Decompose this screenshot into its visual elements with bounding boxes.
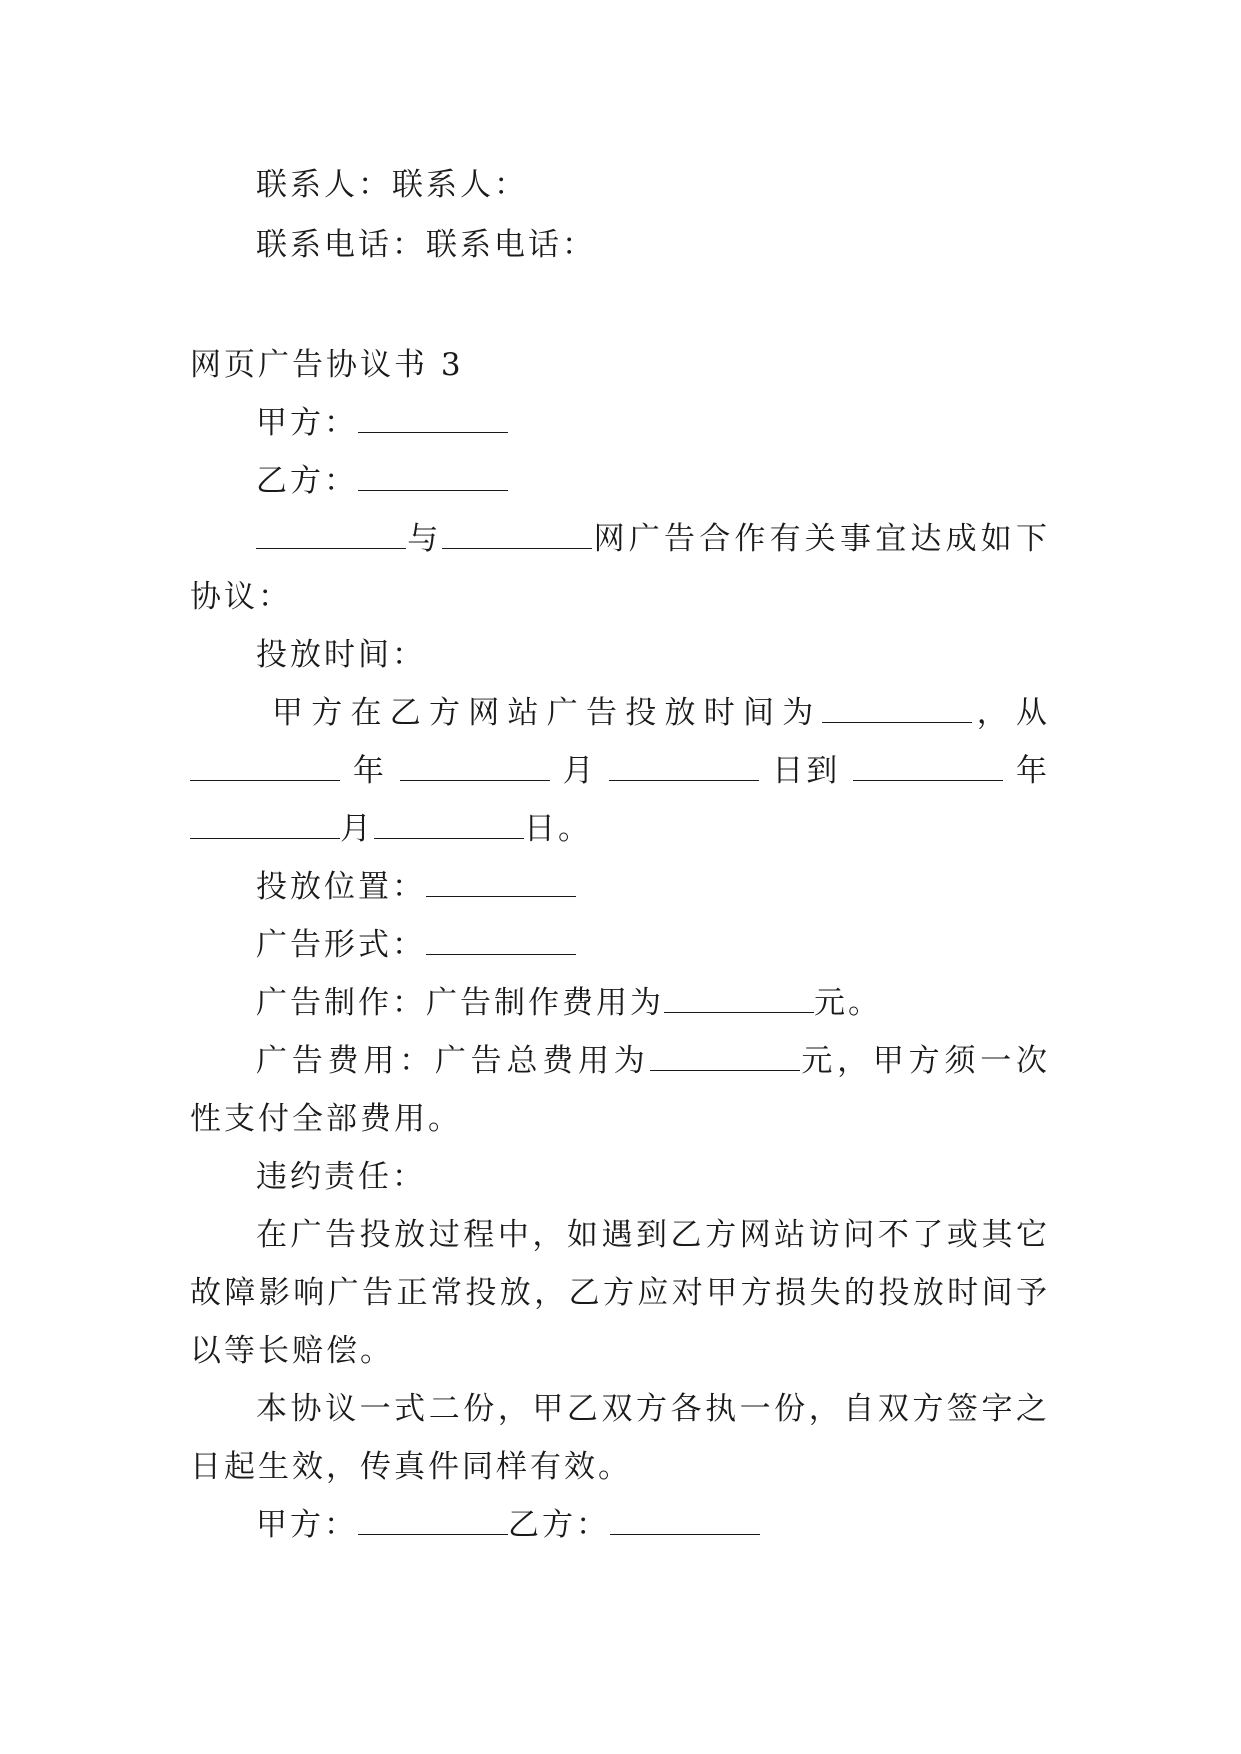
breach-paragraph	[190, 1206, 1050, 1380]
fee-paragraph	[190, 1032, 1050, 1148]
time-line-1	[190, 684, 1050, 742]
time-line1-suffix: ，从	[971, 695, 1050, 731]
end-month-blank	[190, 812, 340, 839]
time-heading-text: 投放时间：	[256, 637, 426, 673]
fee-prefix: 广告费用：广告总费用为	[256, 1043, 650, 1079]
intro-rest: 网广告合作有关事宜达成如下协议：	[190, 521, 1051, 615]
day-to-label: 日到	[772, 753, 841, 789]
end-month-label: 月	[340, 811, 374, 847]
end-year-blank	[853, 754, 1003, 781]
form-blank	[426, 928, 576, 955]
party-b-line	[190, 452, 1050, 510]
signature-line	[190, 1496, 1050, 1554]
sign-b-blank	[610, 1508, 760, 1535]
phone-line	[190, 216, 1050, 274]
contact-text: 联系人：联系人：	[256, 167, 528, 203]
party-b-label: 乙方：	[256, 463, 358, 499]
sign-a-label: 甲方：	[256, 1507, 358, 1543]
party-a-line	[190, 394, 1050, 452]
end-year-label: 年	[1016, 753, 1051, 789]
intro-blank-1	[256, 522, 406, 549]
end-day-blank	[374, 812, 524, 839]
breach-heading-text: 违约责任：	[256, 1159, 426, 1195]
form-line	[190, 916, 1050, 974]
fee-blank	[650, 1044, 800, 1071]
intro-paragraph	[190, 510, 1050, 626]
position-blank	[426, 870, 576, 897]
document-title: 网页广告协议书 3	[190, 347, 464, 383]
form-label: 广告形式：	[256, 927, 426, 963]
production-line	[190, 974, 1050, 1032]
intro-with: 与	[406, 521, 443, 557]
start-month-label: 月	[562, 753, 597, 789]
breach-text: 在广告投放过程中，如遇到乙方网站访问不了或其它故障影响广告正常投放，乙方应对甲方损失的投放时间予以等长赔偿。	[190, 1217, 1050, 1369]
time-duration-blank	[822, 696, 972, 723]
time-line-3	[190, 800, 1050, 858]
sign-b-label: 乙方：	[508, 1507, 610, 1543]
breach-heading	[190, 1148, 1050, 1206]
position-line	[190, 858, 1050, 916]
intro-blank-2	[442, 522, 592, 549]
time-line-2	[190, 742, 1050, 800]
start-month-blank	[400, 754, 550, 781]
production-prefix: 广告制作：广告制作费用为	[256, 985, 664, 1021]
contact-line	[190, 156, 1050, 214]
start-year-blank	[190, 754, 340, 781]
time-heading	[190, 626, 1050, 684]
production-blank	[664, 986, 814, 1013]
party-a-label: 甲方：	[256, 405, 358, 441]
party-a-blank	[358, 406, 508, 433]
position-label: 投放位置：	[256, 869, 426, 905]
copies-text: 本协议一式二份，甲乙双方各执一份，自双方签字之日起生效，传真件同样有效。	[190, 1391, 1050, 1485]
copies-paragraph	[190, 1380, 1050, 1496]
production-suffix: 元。	[814, 985, 882, 1021]
start-day-blank	[609, 754, 759, 781]
fee-suffix: 元，甲方须一次性支付全部费用。	[190, 1043, 1051, 1137]
party-b-blank	[358, 464, 508, 491]
sign-a-blank	[358, 1508, 508, 1535]
end-day-label: 日。	[524, 811, 592, 847]
time-line1-prefix: 甲方在乙方网站广告投放时间为	[272, 695, 822, 731]
start-year-label: 年	[352, 753, 387, 789]
phone-text: 联系电话：联系电话：	[256, 227, 596, 263]
